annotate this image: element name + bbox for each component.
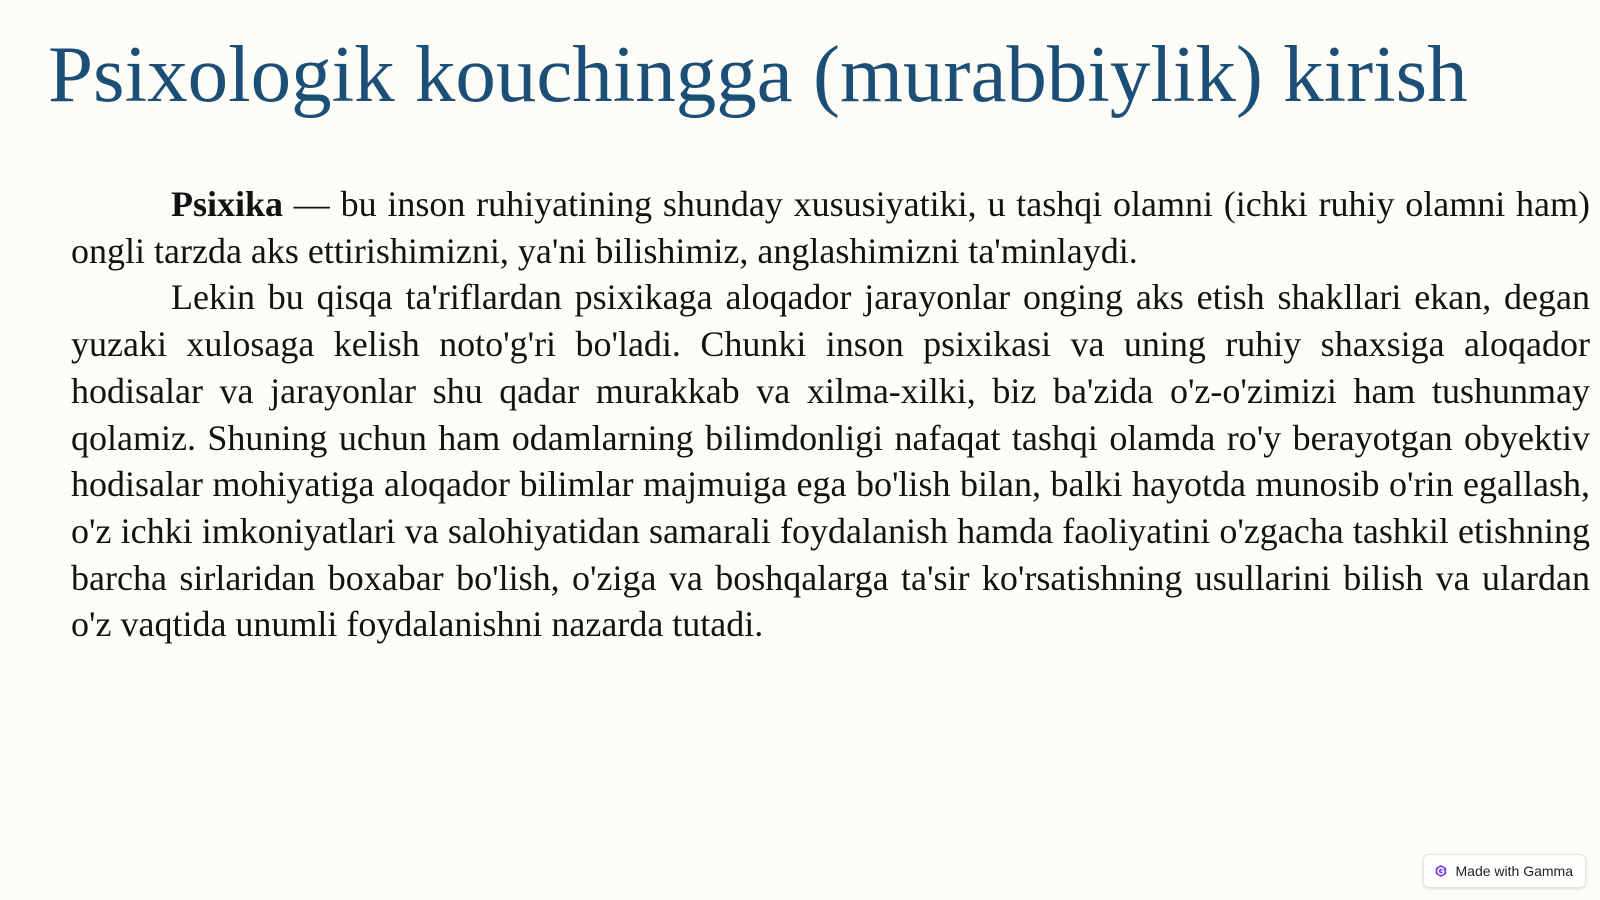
made-with-gamma-badge[interactable] [1423,854,1586,888]
paragraph-definition [71,181,1590,274]
gamma-logo-icon [1434,864,1448,878]
term-psixika: Psixika [171,184,284,224]
slide-body [71,181,1590,648]
definition-text: — bu inson ruhiyatining shunday xususiyatiki, u tashqi olamni (ichki ruhiy olamni ham) ongli tarzda aks ettirishimizni, ya'ni bilishimiz, anglashimizni ta'minlaydi. [71,184,1590,271]
paragraph-explanation: Lekin bu qisqa ta'riflardan psixikaga aloqador jarayonlar onging aks etish shakllari ekan, degan yuzaki xulosaga kelish noto'g'ri bo'ladi. Chunki inson psixikasi va uning ruhiy shaxsiga aloqador hodisalar va jarayonlar shu qadar murakkab va xilma-xilki, biz ba'zida o'z-o'zimizi ham tushunmay qolamiz. Shuning uchun ham odamlarning bilimdonligi nafaqat tashqi olamda ro'y berayotgan obyektiv hodisalar mohiyatiga aloqador bilimlar majmuiga ega bo'lish bilan, balki hayotda munosib o'rin egallash, o'z ichki imkoniyatlari va salohiyatidan samarali foydalanish hamda faoliyatini o'zgacha tashkil etishning barcha sirlaridan boxabar bo'lish, o'ziga va boshqalarga ta'sir ko'rsatishning usullarini bilish va ulardan o'z vaqtida unumli foydalanishni nazarda tutadi. [71,277,1590,645]
badge-label: Made with Gamma [1455,863,1573,879]
slide-title: Psixologik kouchingga (murabbiylik) kirish [48,29,1468,119]
